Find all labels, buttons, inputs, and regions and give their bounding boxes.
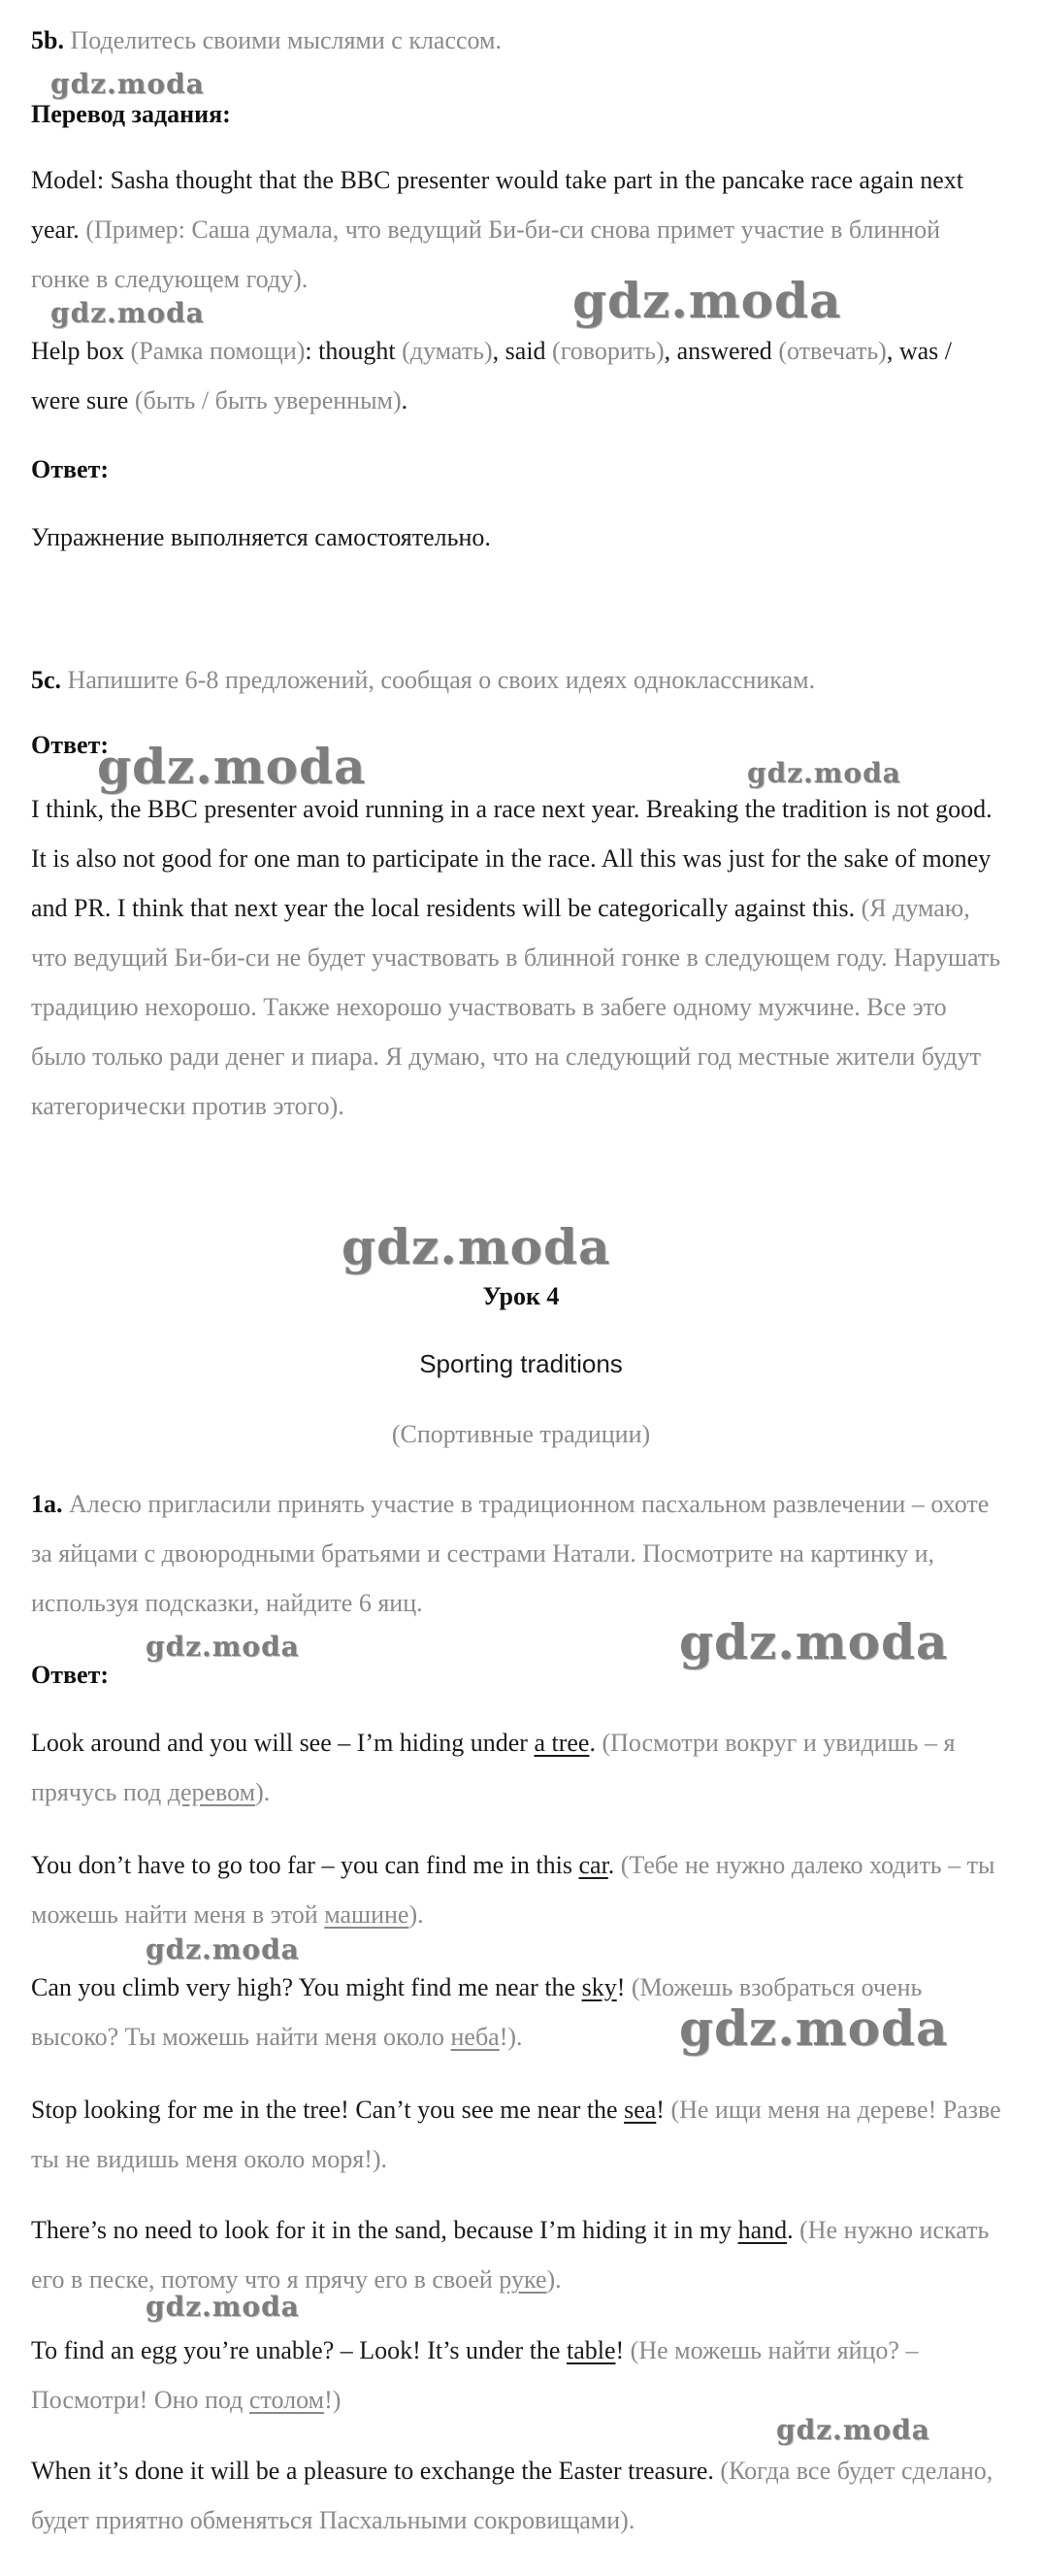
answer-label: Ответ: [31,455,110,483]
translation-heading: Перевод задания: [31,100,231,128]
underlined-word: a tree [534,1729,590,1757]
task-number: 5c. [31,666,62,694]
lesson-subtitle-ru: (Спортивные традиции) [391,1420,651,1448]
task-number: 1a. [31,1490,63,1518]
answer-line [31,1840,1001,1939]
line-ru: ). [255,1778,271,1806]
answer-label: Ответ: [31,731,110,759]
line-ru: (Посмотри вокруг и увидишь – я прячусь под [31,1729,956,1806]
answer-line [31,1718,1001,1817]
task-5c [31,655,1001,705]
line-en: ! [616,1973,626,2001]
model-ru: (Пример: Саша думала, что ведущий Би-би-си снова примет участие в блинной гонке в следующем году). [31,215,941,293]
answer-line [31,2446,1001,2545]
line-ru: !). [499,2023,523,2051]
line-en: To find an egg you’re unable? – Look! It’s under the [31,2336,567,2364]
help-word-ru: (думать) [395,337,493,365]
answer-line [31,2085,1001,2184]
help-box-ru: (Рамка помощи) [124,337,306,365]
line-en: . [787,2216,794,2244]
task-5b [31,16,1001,65]
underlined-word-ru: машине [324,1900,409,1929]
help-word: : thought [305,337,396,365]
underlined-word: table [566,2336,616,2364]
line-ru: (Не ищи меня на дереве! Разве ты не видишь меня около моря!). [31,2096,1001,2173]
line-en: There’s no need to look for it in the sand, because I’m hiding it in my [31,2216,738,2244]
help-word-ru: (говорить) [545,337,665,365]
underlined-word-ru: столом [248,2386,325,2414]
line-en: . [607,1851,615,1879]
underlined-word: hand [737,2216,788,2244]
answer-5c-en: I think, the BBC presenter avoid running in a race next year. Breaking the tradition is not good. It is also not good for one man to participate in the race. All this was just for the sake of money and PR. I think that next year the local residents will be categorically against this. [31,795,993,922]
lesson-title: Урок 4 [482,1282,560,1310]
line-en: Look around and you will see – I’m hiding under [31,1729,535,1757]
watermark: gdz.moda [146,1933,300,1965]
answer-line [31,2326,1001,2425]
task-text: Поделитесь своими мыслями с классом. [63,26,503,54]
underlined-word-ru: руке [499,2265,547,2294]
line-en: Stop looking for me in the tree! Can’t you see me near the [31,2096,625,2124]
task-number: 5b. [31,26,64,54]
watermark: gdz.moda [776,2414,930,2446]
watermark: gdz.moda [572,272,842,329]
model-paragraph [31,155,1001,304]
underlined-word-ru: неба [450,2023,500,2051]
answer-line [31,2205,1001,2304]
punctuation: . [401,386,408,414]
watermark: gdz.moda [146,2291,300,2323]
line-ru: ). [546,2265,562,2294]
watermark: gdz.moda [679,1613,949,1670]
help-word: , answered [664,337,772,365]
line-ru: ). [408,1900,424,1929]
answer-5c-ru: (Я думаю, что ведущий Би-би-си не будет участвовать в блинной гонке в следующем году. Нарушать традицию нехорошо. Также нехорошо участвовать в забеге одному мужчине. Все это было только ради денег и пиара. Я думаю, что на следующий год местные жители будут категорически против этого). [31,894,1001,1120]
watermark: gdz.moda [50,297,205,329]
help-box-label: Help box [31,337,125,365]
underlined-word-ru: деревом [167,1778,256,1806]
line-en: ! [615,2336,625,2364]
model-en: Model: Sasha thought that the BBC presenter would take part in the pancake race again next year. [31,166,963,244]
watermark: gdz.moda [146,1631,300,1663]
underlined-word: sea [624,2096,657,2124]
answer-label: Ответ: [31,1661,110,1689]
help-word-ru: (отвечать) [771,337,887,365]
line-ru: (Не нужно искать его в песке, потому что я прячу его в своей [31,2216,990,2294]
watermark: gdz.moda [50,68,205,100]
line-ru: (Тебе не нужно далеко ходить – ты можешь найти меня в этой [31,1851,995,1929]
watermark: gdz.moda [747,757,901,789]
line-en: You don’t have to go too far – you can find me in this [31,1851,579,1879]
line-en: Can you climb very high? You might find me near the [31,1973,582,2001]
underlined-word: car [578,1851,608,1879]
task-text: Напишите 6-8 предложений, сообщая о своих идеях одноклассникам. [61,666,816,694]
help-box-paragraph [31,326,1001,425]
line-ru: (Когда все будет сделано, будет приятно обменяться Пасхальными сокровищами). [31,2457,993,2534]
underlined-word: sky [581,1973,617,2001]
watermark: gdz.moda [97,738,367,795]
task-text: Алесю пригласили принять участие в традиционном пасхальном развлечении – охоте за яйцами с двоюродными братьями и сестрами Натали. Посмотрите на картинку и, используя подсказки, найдите 6 яиц. [31,1490,990,1617]
answer-5c [31,784,1001,1131]
help-word: , said [492,337,546,365]
line-ru: !) [324,2386,342,2414]
line-ru: (Можешь взобраться очень высоко? Ты можешь найти меня около [31,1973,923,2051]
line-en: ! [656,2096,665,2124]
line-ru: (Не можешь найти яйцо? – Посмотри! Оно под [31,2336,919,2414]
line-en: When it’s done it will be a pleasure to exchange the Easter treasure. [31,2457,714,2485]
task-1a [31,1479,1001,1628]
help-word: , was / were sure [31,337,952,414]
help-word-ru: (быть / быть уверенным) [128,386,402,414]
watermark: gdz.moda [679,1999,949,2057]
lesson-subtitle-en: Sporting traditions [419,1349,623,1378]
line-en: . [589,1729,596,1757]
answer-5b: Упражнение выполняется самостоятельно. [31,523,491,551]
watermark: gdz.moda [342,1218,611,1275]
